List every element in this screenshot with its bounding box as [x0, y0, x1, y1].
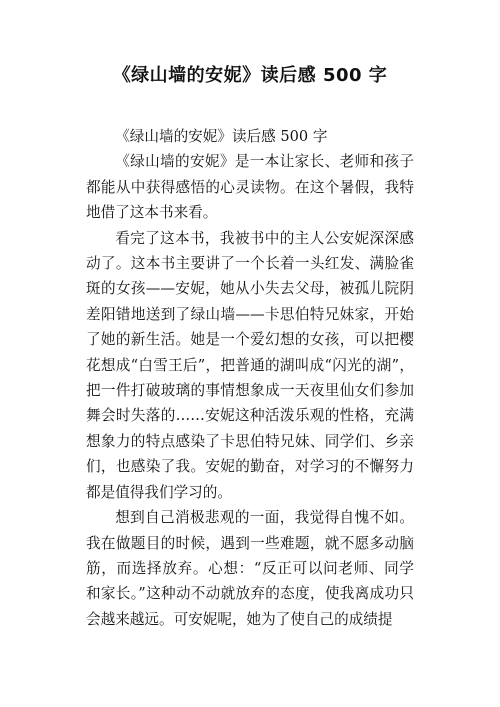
paragraph-intro: 《绿山墙的安妮》是一本让家长、老师和孩子都能从中获得感悟的心灵读物。在这个暑假，我特地借了这本书来看。 [86, 153, 414, 222]
paragraph-reflection: 想到自己消极悲观的一面，我觉得自愧不如。我在做题目的时候，遇到一些难题，就不愿多动脑筋，而选择放弃。心想：“反正可以问老师、同学和家长。”这种动不动就放弃的态度，使我离成功只会越来越远。可安妮呢，她为了使自己的成绩提 [86, 509, 414, 628]
paragraph-subtitle: 《绿山墙的安妮》读后感 500 字 [115, 128, 328, 145]
document-title: 《绿山墙的安妮》读后感 500 字 [112, 65, 388, 86]
paragraph-story: 看完了这本书，我被书中的主人公安妮深深感动了。这本书主要讲了一个长着一头红发、满脸雀斑的女孩——安妮，她从小失去父母，被孤儿院阴差阳错地送到了绿山墙——卡思伯特兄妹家，开始了她的新生活。她是一个爱幻想的女孩，可以把樱花想成“白雪王后”，把普通的湖叫成“闪光的湖”，把一件打破玻璃的事情想象成一天夜里仙女们参加舞会时失落的……安妮这种活泼乐观的性格，充满想象力的特点感染了卡思伯特兄妹、同学们、乡亲们，也感染了我。安妮的勤奋，对学习的不懈努力都是值得我们学习的。 [86, 229, 414, 501]
document-body [86, 124, 414, 632]
